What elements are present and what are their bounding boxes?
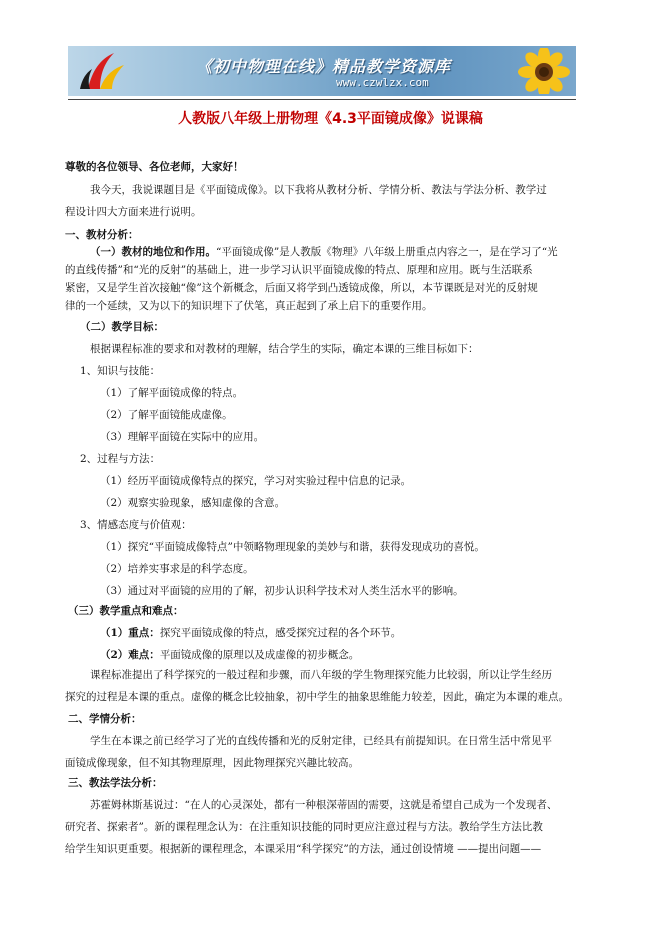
heading-key-points: （三）教学重点和难点：	[68, 605, 184, 617]
paragraph-role-line-3: 紧密，又是学生首次接触“像”这个新概念，后面又将学到凸透镜成像，所以，本节课既是对光的反射规	[65, 282, 538, 294]
paragraph-role-line-4: 律的一个延续，又为以下的知识埋下了伏笔，真正起到了承上启下的重要作用。	[65, 300, 433, 312]
key-point-lead: （1）重点：	[100, 627, 160, 639]
goal-process-2: （2）观察实验现象，感知虚像的含意。	[100, 497, 286, 509]
key-point	[100, 626, 401, 640]
goal-knowledge-1: （1）了解平面镜成像的特点。	[100, 387, 244, 399]
heading-student-analysis: 二、学情分析：	[68, 713, 142, 725]
header-banner	[68, 46, 576, 96]
student-analysis-1: 学生在本课之前已经学习了光的直线传播和光的反射定律，已经具有前提知识。在日常生活中常见平	[90, 735, 552, 747]
paragraph-role-line-2: 的直线传播”和“光的反射”的基础上，进一步学习认识平面镜成像的特点、原理和应用。既与生活联系	[65, 264, 533, 276]
goal-process: 2、过程与方法：	[80, 453, 161, 465]
heading-teaching-goals: （二）教学目标：	[80, 321, 164, 333]
student-analysis-2: 面镜成像现象，但不知其物理原理，因此物理探究兴趣比较高。	[65, 757, 359, 769]
difficult-point-text: 平面镜成像的原理以及成虚像的初步概念。	[159, 649, 360, 661]
goal-process-1: （1）经历平面镜成像特点的探究，学习对实验过程中信息的记录。	[100, 475, 412, 487]
paragraph-role-line-1	[90, 245, 558, 259]
goal-attitude: 3、情感态度与价值观：	[80, 519, 192, 531]
sunflower-icon	[504, 48, 574, 94]
method-analysis-1: 苏霍姆林斯基说过：“在人的心灵深处，都有一种根深蒂固的需要，这就是希望自己成为一个发现者、	[90, 799, 558, 811]
goal-attitude-1: （1）探究“平面镜成像特点”中领略物理现象的美妙与和谐，获得发现成功的喜悦。	[100, 541, 485, 553]
key-point-text: 探究平面镜成像的特点，感受探究过程的各个环节。	[159, 627, 402, 639]
banner-title: 《初中物理在线》精品教学资源库	[196, 57, 452, 76]
method-analysis-3: 给学生知识更重要。根据新的课程理念，本课采用“科学探究”的方法，通过创设情境 ——提出问题——	[65, 843, 542, 855]
difficult-point	[100, 648, 359, 662]
heading-textbook-analysis: 一、教材分析：	[65, 229, 139, 241]
greeting: 尊敬的各位领导、各位老师，大家好！	[65, 161, 244, 173]
logo-icon	[74, 49, 130, 93]
intro-line-2: 程设计四大方面来进行说明。	[65, 206, 202, 218]
goals-intro: 根据课程标准的要求和对教材的理解，结合学生的实际，确定本课的三维目标如下：	[90, 343, 479, 355]
document-title: 人教版八年级上册物理《4.3平面镜成像》说课稿	[178, 111, 483, 127]
key-points-explain-2: 探究的过程是本课的重点。虚像的概念比较抽象，初中学生的抽象思维能力较差，因此，确定为本课的难点。	[65, 691, 569, 703]
key-points-explain-1: 课程标准提出了科学探究的一般过程和步骤，而八年级的学生物理探究能力比较弱，所以让学生经历	[90, 669, 552, 681]
goal-attitude-3: （3）通过对平面镜的应用的了解，初步认识科学技术对人类生活水平的影响。	[100, 585, 464, 597]
goal-knowledge-3: （3）理解平面镜在实际中的应用。	[100, 431, 265, 443]
heading-method-analysis: 三、教法学法分析：	[68, 777, 163, 789]
goal-knowledge: 1、知识与技能：	[80, 365, 161, 377]
method-analysis-2: 研究者、探索者”。新的课程理念认为：在注重知识技能的同时更应注意过程与方法。教给学生方法比教	[65, 821, 543, 833]
paragraph-role-lead: （一）教材的地位和作用。	[90, 246, 216, 258]
header-rule	[68, 99, 576, 100]
difficult-point-lead: （2）难点：	[100, 649, 160, 661]
goal-attitude-2: （2）培养实事求是的科学态度。	[100, 563, 254, 575]
paragraph-role-text: “平面镜成像”是人教版《物理》八年级上册重点内容之一，是在学习了“光	[216, 246, 558, 258]
intro-line-1: 我今天，我说课题目是《平面镜成像》。以下我将从教材分析、学情分析、教法与学法分析、教学过	[90, 184, 547, 196]
banner-url[interactable]: www.czwlzx.com	[336, 76, 429, 89]
goal-knowledge-2: （2）了解平面镜能成虚像。	[100, 409, 233, 421]
